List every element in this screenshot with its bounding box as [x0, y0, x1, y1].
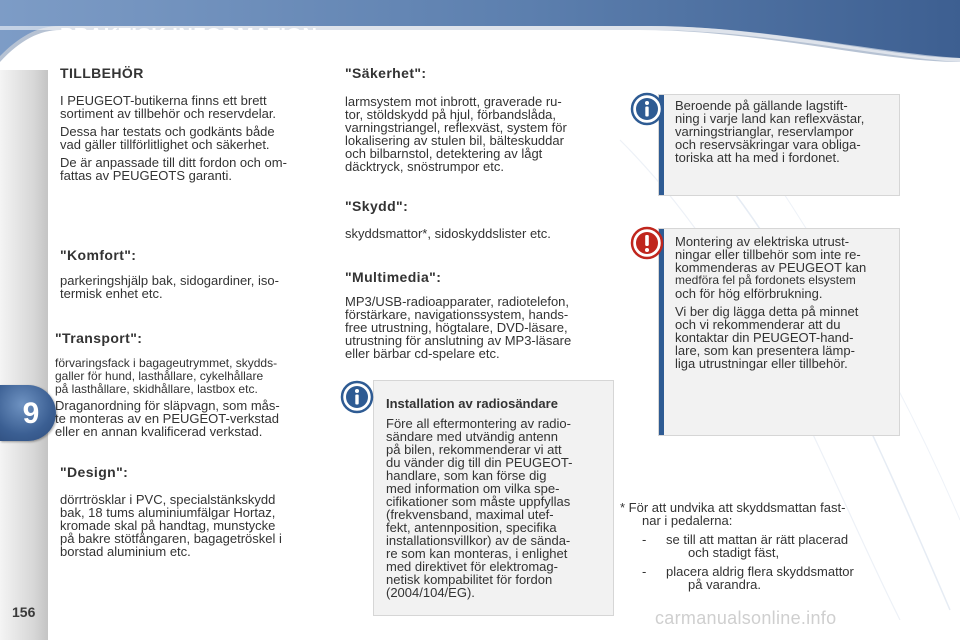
text-line: lare, som kan presentera lämp-: [675, 343, 855, 358]
text-line: fekt, antennposition, specifika: [386, 520, 557, 535]
text-line: placera aldrig flera skyddsmattor: [666, 564, 854, 579]
side-strip: [0, 70, 48, 640]
text-line: varningstrianglar, reservlampor: [675, 124, 854, 139]
multimedia-section: [345, 271, 615, 360]
sakerhet-heading: "Säkerhet":: [345, 65, 427, 81]
warning-note-box: [658, 228, 900, 436]
text-line: på bakre stötfångaren, bagagetröskel i: [60, 531, 282, 546]
text-line: medföra fel på fordonets elsystem: [675, 273, 856, 287]
text-line: på varandra.: [688, 577, 761, 592]
text-line: och vi rekommenderar att du: [675, 317, 841, 332]
text-line: se till att mattan är rätt placerad: [666, 532, 849, 547]
text-line: med information om vilka spe-: [386, 481, 560, 496]
text-line: och för hög elförbrukning.: [675, 286, 823, 301]
text-line: Vi ber dig lägga detta på minnet: [675, 304, 859, 319]
tillbehor-heading: TILLBEHÖR: [60, 65, 144, 81]
text-line: cifikationer som måste uppfyllas: [386, 494, 571, 509]
chapter-tab[interactable]: [0, 385, 56, 441]
footnote-item: [620, 533, 902, 559]
text-line: eller en annan kvalificerad verkstad.: [55, 424, 263, 439]
transport-heading: "Transport":: [55, 330, 143, 346]
text-line: utrustning för anslutning av MP3-läsare: [345, 333, 572, 348]
text-line: handlare, som kan förse dig: [386, 468, 547, 483]
text-line: kommenderas av PEUGEOT kan: [675, 260, 867, 275]
design-heading: "Design":: [60, 464, 129, 480]
text-line: sortiment av tillbehör och reservdelar.: [60, 106, 277, 121]
footnote-item: [620, 565, 902, 591]
text-line: med direktivet för elektromag-: [386, 559, 558, 574]
text-line: på bilen, rekommenderar vi att: [386, 442, 562, 457]
info-note-box: [658, 94, 900, 196]
transport-paragraph: [55, 357, 330, 396]
text-line: tor, stöldskydd på hjul, förbandslåda,: [345, 107, 557, 122]
watermark: carmanualsonline.info: [655, 608, 837, 628]
text-line: parkeringshjälp bak, sidogardiner, iso-: [60, 273, 279, 288]
text-line: * För att undvika att skyddsmattan fast-: [620, 500, 846, 515]
text-line: termisk enhet etc.: [60, 286, 163, 301]
text-line: I PEUGEOT-butikerna finns ett brett: [60, 93, 267, 108]
text-line: Montering av elektriska utrust-: [675, 234, 850, 249]
text-line: skyddsmattor*, sidoskyddslister etc.: [345, 226, 551, 241]
warning-note-content: [675, 235, 895, 375]
text-line: och reservsäkringar vara obliga-: [675, 137, 861, 152]
tillbehor-section: [60, 67, 328, 187]
radio-note-box: [373, 380, 614, 616]
text-line: kontaktar din PEUGEOT-hand-: [675, 330, 854, 345]
text-line: larmsystem mot inbrott, graverade ru-: [345, 94, 562, 109]
text-line: (2004/104/EG).: [386, 585, 475, 600]
footnote-item-text: [666, 533, 848, 559]
text-line: nar i pedalerna:: [642, 513, 733, 528]
skydd-heading: "Skydd":: [345, 198, 409, 214]
text-line: kromade skal på handtag, munstycke: [60, 518, 276, 533]
warning-icon: [630, 226, 664, 260]
text-line: lokalisering av stulen bil, bälteskuddar: [345, 133, 564, 148]
design-section: [60, 466, 328, 558]
text-line: borstad aluminium etc.: [60, 544, 191, 559]
text-line: De är anpassade till ditt fordon och om-: [60, 155, 287, 170]
info-note-content: [675, 99, 895, 164]
warning-paragraph: [675, 235, 895, 300]
text-line: te monteras av en PEUGEOT-verkstad: [55, 411, 279, 426]
text-line: ning i varje land kan reflexvästar,: [675, 111, 865, 126]
info-icon: [340, 380, 374, 414]
text-line: du vänder dig till din PEUGEOT-: [386, 455, 573, 470]
text-line: Beroende på gällande lagstift-: [675, 98, 848, 113]
chapter-number: 9: [22, 396, 40, 430]
text-line: re som kan monteras, i enlighet: [386, 546, 568, 561]
text-line: liga utrustningar eller tillbehör.: [675, 356, 848, 371]
tillbehor-paragraph: [60, 125, 328, 151]
text-line: free utrustning, högtalare, DVD-läsare,: [345, 320, 568, 335]
text-line: eller bärbar cd-spelare etc.: [345, 346, 500, 361]
text-line: förvaringsfack i bagageutrymmet, skydds-: [55, 356, 278, 370]
text-line: dörrtrösklar i PVC, specialstänkskydd: [60, 492, 276, 507]
text-line: netisk kompabilitet för fordon: [386, 572, 553, 587]
tillbehor-paragraph: [60, 94, 328, 120]
text-line: (frekvensband, maximal utef-: [386, 507, 554, 522]
text-line: däcktryck, snöstrumpor etc.: [345, 159, 504, 174]
text-line: galler för hund, lasthållare, cykelhållare: [55, 369, 264, 383]
sakerhet-section: [345, 67, 615, 173]
text-line: toriska att ha med i fordonet.: [675, 150, 840, 165]
multimedia-heading: "Multimedia":: [345, 269, 442, 285]
text-line: fattas av PEUGEOTS garanti.: [60, 168, 232, 183]
text-line: vad gäller tillförlitlighet och säkerhet.: [60, 137, 270, 152]
page-number: 156: [12, 604, 36, 620]
transport-section: [55, 332, 330, 441]
text-line: Draganordning för släpvagn, som mås-: [55, 398, 280, 413]
header-band: [0, 0, 960, 62]
text-line: sändare med utvändig antenn: [386, 429, 559, 444]
footnote-item-text: [666, 565, 854, 591]
text-line: installationsvillkor) av de sända-: [386, 533, 571, 548]
text-line: ningar eller tillbehör som inte re-: [675, 247, 861, 262]
transport-paragraph: [55, 399, 330, 438]
info-icon: [630, 92, 664, 126]
text-line: förstärkare, navigationssystem, hands-: [345, 307, 569, 322]
komfort-section: [60, 249, 328, 300]
page-title: PRAKTISK INFORMATION: [60, 25, 318, 47]
text-line: Före all eftermontering av radio-: [386, 416, 571, 431]
text-line: och stadigt fäst,: [688, 545, 780, 560]
radio-note-content: [386, 397, 608, 599]
dash: -: [642, 564, 647, 579]
text-line: varningstriangel, reflexväst, system för: [345, 120, 567, 135]
dash: -: [642, 532, 647, 547]
footnote: [620, 501, 902, 591]
text-line: bak, 18 tums aluminiumfälgar Hortaz,: [60, 505, 276, 520]
warning-paragraph: [675, 305, 895, 370]
radio-note-title: Installation av radiosändare: [386, 396, 558, 411]
text-line: på lasthållare, skidhållare, lastbox etc.: [55, 382, 258, 396]
komfort-heading: "Komfort":: [60, 247, 137, 263]
skydd-section: [345, 200, 615, 240]
tillbehor-paragraph: [60, 156, 328, 182]
text-line: Dessa har testats och godkänts både: [60, 124, 275, 139]
text-line: MP3/USB-radioapparater, radiotelefon,: [345, 294, 570, 309]
text-line: och bilbarnstol, detektering av lågt: [345, 146, 543, 161]
